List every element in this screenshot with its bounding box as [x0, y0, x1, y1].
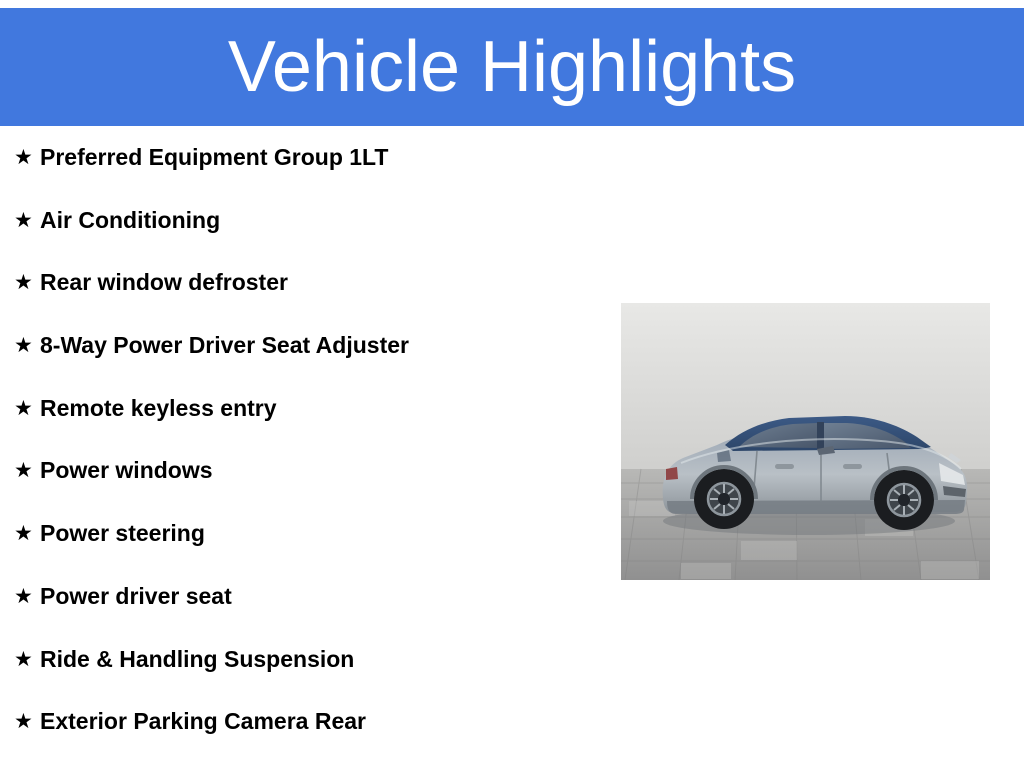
list-item-label: 8-Way Power Driver Seat Adjuster: [40, 332, 409, 359]
list-item-label: Exterior Parking Camera Rear: [40, 708, 366, 735]
list-item: [8, 520, 608, 583]
list-item-label: Power steering: [40, 520, 205, 547]
vehicle-photo: [621, 303, 990, 580]
slide-header-band: [0, 8, 1024, 126]
star-bullet-icon: ★: [14, 710, 33, 734]
page-title: Vehicle Highlights: [227, 27, 797, 107]
list-item: [8, 269, 608, 332]
vehicle-highlights-list: [8, 144, 608, 771]
star-bullet-icon: ★: [14, 584, 33, 608]
list-item-label: Ride & Handling Suspension: [40, 645, 355, 672]
star-bullet-icon: ★: [14, 334, 33, 358]
list-item-label: Power windows: [40, 457, 213, 484]
star-bullet-icon: ★: [14, 396, 33, 420]
list-item-label: Preferred Equipment Group 1LT: [40, 144, 389, 170]
list-item: [8, 457, 608, 520]
vehicle-photo-image: [621, 303, 990, 580]
list-item: [8, 395, 608, 458]
list-item-label: Rear window defroster: [40, 269, 288, 296]
list-item-label: Power driver seat: [40, 582, 232, 609]
star-bullet-icon: ★: [14, 522, 33, 546]
list-item: [8, 332, 608, 395]
list-item: [8, 646, 608, 709]
list-item: [8, 144, 608, 207]
star-bullet-icon: ★: [14, 208, 33, 232]
list-item: [8, 583, 608, 646]
star-bullet-icon: ★: [14, 271, 33, 295]
star-bullet-icon: ★: [14, 459, 33, 483]
list-item: [8, 708, 608, 771]
list-item-label: Air Conditioning: [40, 206, 221, 233]
list-item-label: Remote keyless entry: [40, 394, 277, 421]
star-bullet-icon: ★: [14, 146, 33, 169]
slide-content: [0, 126, 1024, 768]
list-item: [8, 207, 608, 270]
star-bullet-icon: ★: [14, 647, 33, 671]
